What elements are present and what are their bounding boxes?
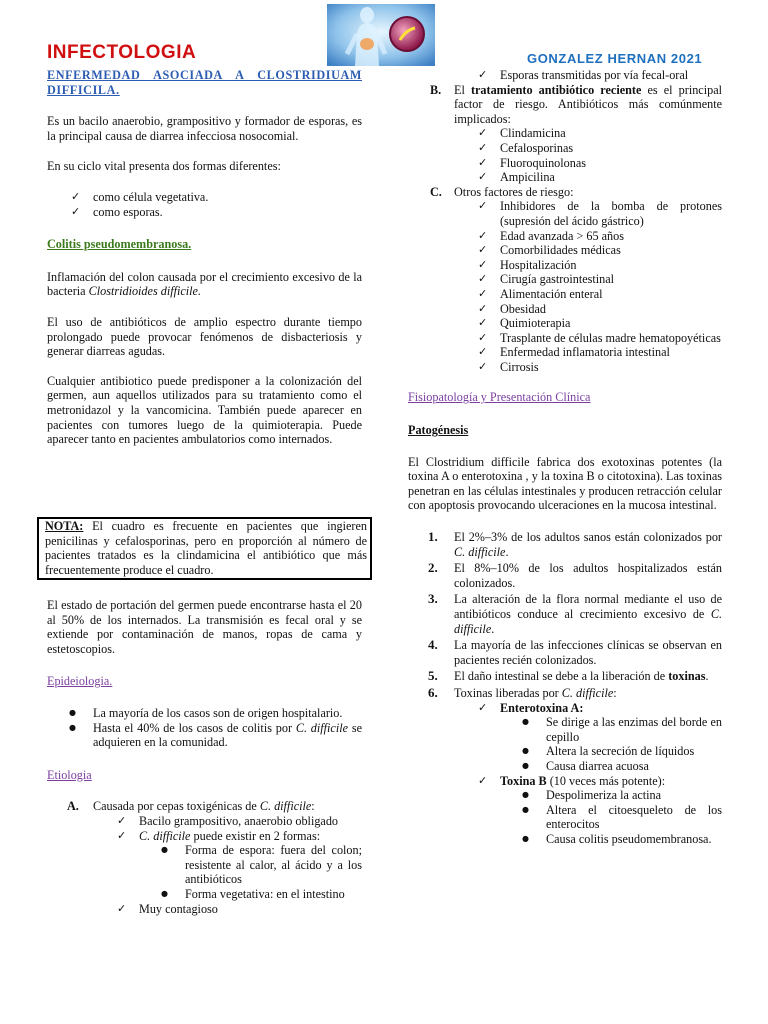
text-span: El 8%–10% de los adultos hospitalizados están colonizados. bbox=[454, 561, 722, 590]
list-item: ✓ Enfermedad inflamatoria intestinal bbox=[500, 345, 722, 360]
cycle-paragraph: En su ciclo vital presenta dos formas diferentes: bbox=[47, 159, 281, 174]
text-span: : bbox=[311, 799, 315, 814]
antibiotics-list bbox=[500, 126, 722, 184]
text-span: Hasta el 40% de los casos de colitis por bbox=[93, 720, 296, 735]
risk-item-c bbox=[430, 184, 722, 200]
list-item bbox=[428, 560, 722, 590]
list-item: ● Causa colitis pseudomembranosa. bbox=[546, 832, 722, 847]
list-item: ✓ Cefalosporinas bbox=[500, 141, 722, 156]
list-item: ✓ Obesidad bbox=[500, 302, 722, 317]
list-item: ✓ Clindamicina bbox=[500, 126, 722, 141]
text-span: El bbox=[454, 82, 471, 97]
text-span: La alteración de la flora normal mediante el uso de antibióticos conduce al crecimiento excesivo de bbox=[454, 592, 722, 621]
bold-span: toxinas bbox=[668, 669, 706, 684]
item-number: 2. bbox=[428, 560, 438, 576]
list-item: ✓ Quimioterapia bbox=[500, 316, 722, 331]
list-item: ✓ Trasplante de células madre hematopoyéticas bbox=[500, 331, 722, 346]
list-item: ● Despolimeriza la actina bbox=[546, 788, 722, 803]
text-span: Toxinas liberadas por bbox=[454, 685, 562, 700]
toxin-a-label: Enterotoxina A: bbox=[500, 700, 584, 715]
list-item: ✓ Hospitalización bbox=[500, 258, 722, 273]
text-span: (10 veces más potente): bbox=[546, 773, 666, 788]
text-span: se adquieren en la comunidad. bbox=[93, 720, 362, 750]
section-heading: ENFERMEDAD ASOCIADA A CLOSTRIDIUAM DIFFICILA. bbox=[47, 68, 362, 97]
list-item bbox=[139, 829, 362, 902]
forms-list bbox=[93, 190, 362, 219]
list-item: ✓ Inhibidores de la bomba de protones (supresión del ácido gástrico) bbox=[500, 199, 722, 228]
list-item bbox=[500, 774, 722, 847]
list-item: ✓ como esporas. bbox=[93, 205, 362, 220]
intro-paragraph: Es un bacilo anaerobio, grampositivo y formador de esporas, es la principal causa de diarrea infecciosa nosocomial. bbox=[47, 114, 362, 143]
list-item: ✓ Fluoroquinolonas bbox=[500, 156, 722, 171]
list-item bbox=[428, 529, 722, 559]
list-item: ✓ Ampicilina bbox=[500, 170, 722, 185]
pathogenesis-heading: Patogénesis bbox=[408, 423, 469, 438]
list-item: ✓ Alimentación enteral bbox=[500, 287, 722, 302]
italic-span: C. difficile bbox=[259, 799, 312, 814]
list-item bbox=[500, 701, 722, 774]
risk-b-text bbox=[454, 83, 722, 127]
italic-span: C. difficile bbox=[561, 685, 614, 700]
epidemiology-heading: Epideiologia. bbox=[47, 674, 113, 689]
list-item bbox=[428, 637, 722, 667]
item-label: A. bbox=[67, 799, 79, 814]
italic-span: Clostridioides difficile. bbox=[88, 284, 202, 299]
item-number: 5. bbox=[428, 668, 438, 684]
list-item bbox=[93, 721, 362, 750]
item-number: 3. bbox=[428, 591, 438, 607]
left-column bbox=[47, 68, 362, 447]
any-antibiotic-paragraph: Cualquier antibiotico puede predisponer a la colonización del germen, aun aquellos utilizados para su tratamiento como el metronidazol y la vancomicina. También puede aparecer en pacientes con tumores luego de la quimioterapia. Puede aparecer tanto en pacientes ambulatorios como internados. bbox=[47, 373, 362, 447]
text-span: La mayoría de las infecciones clínicas se observan en pacientes recién colonizados. bbox=[454, 638, 722, 667]
italic-span: C. difficile bbox=[295, 720, 349, 735]
note-box bbox=[37, 517, 372, 580]
text-span: . bbox=[491, 621, 495, 636]
etiology-item-a bbox=[67, 799, 362, 814]
text-span: El daño intestinal se debe a la liberación de bbox=[454, 669, 669, 684]
text-span: . bbox=[505, 544, 509, 559]
bold-span: tratamiento antibiótico reciente bbox=[470, 82, 642, 97]
item-number: 4. bbox=[428, 637, 438, 653]
author-label: GONZALEZ HERNAN 2021 bbox=[527, 51, 703, 66]
pathogenesis-paragraph: El Clostridium difficile fabrica dos exotoxinas potentes (la toxina A o enterotoxina , y la toxina B o citotoxina). Las toxinas penetran en las células intestinales y producen retracción celular con apoptosis provocando ulceraciones en la mucosa intestinal. bbox=[408, 454, 722, 513]
italic-span: C. difficile bbox=[139, 828, 191, 843]
risk-item-b bbox=[430, 82, 722, 127]
list-item: ✓ Edad avanzada > 65 años bbox=[500, 229, 722, 244]
left-column-lower bbox=[47, 598, 362, 916]
pathogenesis-list bbox=[428, 529, 722, 701]
note-label: NOTA: bbox=[45, 519, 84, 533]
document-title: INFECTOLOGIA bbox=[47, 42, 197, 63]
list-item: ✓ Muy contagioso bbox=[139, 902, 362, 917]
text-span: Inflamación del colon causada por el crecimiento excesivo de la bacteria bbox=[47, 269, 362, 299]
list-item: ✓ como célula vegetativa. bbox=[93, 190, 362, 205]
text-span: es el principal factor de riesgo. Antibióticos más comúnmente implicados: bbox=[454, 82, 722, 126]
list-item: ✓ Cirugía gastrointestinal bbox=[500, 272, 722, 287]
etiology-heading: Etiologia bbox=[47, 767, 92, 782]
list-item bbox=[428, 668, 722, 684]
epidemiology-list bbox=[93, 706, 362, 750]
list-item: ● Forma vegetativa: en el intestino bbox=[185, 887, 362, 902]
note-text bbox=[45, 519, 367, 577]
text-span: Otros factores de riesgo: bbox=[454, 184, 574, 199]
text-span: El 2%–3% de los adultos sanos están colonizados por bbox=[454, 530, 722, 545]
toxin-b-label: Toxina B bbox=[500, 773, 547, 788]
text-span: Causada por cepas toxigénicas de bbox=[93, 799, 260, 814]
text-span: El cuadro es frecuente en pacientes que ingieren penicilinas y cefalosporinas, pero en proporción al número de pacientes tratados es la clindamicina el antibiótico que más frecuentemente produce el cuadro. bbox=[45, 519, 367, 577]
list-item bbox=[428, 591, 722, 636]
physiopathology-heading: Fisiopatología y Presentación Clínica bbox=[408, 390, 591, 405]
italic-span: C. difficile bbox=[454, 607, 722, 636]
text-span: puede existir en 2 formas: bbox=[190, 828, 321, 843]
list-item: ● Forma de espora: fuera del colon; resistente al calor, al ácido y a los antibióticos bbox=[185, 843, 362, 887]
etiology-sublist bbox=[139, 814, 362, 916]
toxin-a-effects bbox=[546, 715, 722, 773]
list-item: ● Altera la secreción de líquidos bbox=[546, 744, 722, 759]
spores-list bbox=[500, 68, 722, 83]
item-number: 1. bbox=[428, 529, 438, 545]
list-item bbox=[428, 684, 722, 701]
list-item: ✓ Esporas transmitidas por vía fecal-oral bbox=[500, 68, 722, 83]
forms-sublist bbox=[185, 843, 362, 901]
list-item: ● Altera el citoesqueleto de los enterocitos bbox=[546, 803, 722, 832]
risk-factors-list bbox=[500, 199, 722, 374]
toxin-b-effects bbox=[546, 788, 722, 846]
list-item: ● La mayoría de los casos son de origen hospitalario. bbox=[93, 706, 362, 721]
list-item: ✓ Cirrosis bbox=[500, 360, 722, 375]
item-label: B. bbox=[430, 82, 442, 97]
list-item: ● Se dirige a las enzimas del borde en cepillo bbox=[546, 715, 722, 744]
anatomy-illustration bbox=[327, 4, 435, 66]
antibiotics-paragraph: El uso de antibióticos de amplio espectro durante tiempo prolongado puede provocar fenómenos de disbacteriosis y generar diarreas agudas. bbox=[47, 314, 362, 359]
list-item: ● Causa diarrea acuosa bbox=[546, 759, 722, 774]
list-item: ✓ Bacilo grampositivo, anaerobio obligado bbox=[139, 814, 362, 829]
item-label: C. bbox=[430, 184, 442, 199]
colitis-heading: Colitis pseudomembranosa. bbox=[47, 237, 192, 252]
text-span: . bbox=[705, 669, 709, 684]
text-span: : bbox=[613, 685, 617, 700]
italic-span: C. difficile bbox=[454, 544, 506, 559]
right-column bbox=[408, 68, 722, 847]
list-item: ✓ Comorbilidades médicas bbox=[500, 243, 722, 258]
colitis-definition bbox=[47, 270, 362, 299]
carriage-paragraph: El estado de portación del germen puede encontrarse hasta el 20 al 50% de los internados. La transmisión es fecal oral y se extiende por contaminación de manos, ropas de cama y estetoscopios. bbox=[47, 598, 362, 656]
item-number: 6. bbox=[428, 684, 438, 700]
toxins-list bbox=[500, 701, 722, 847]
